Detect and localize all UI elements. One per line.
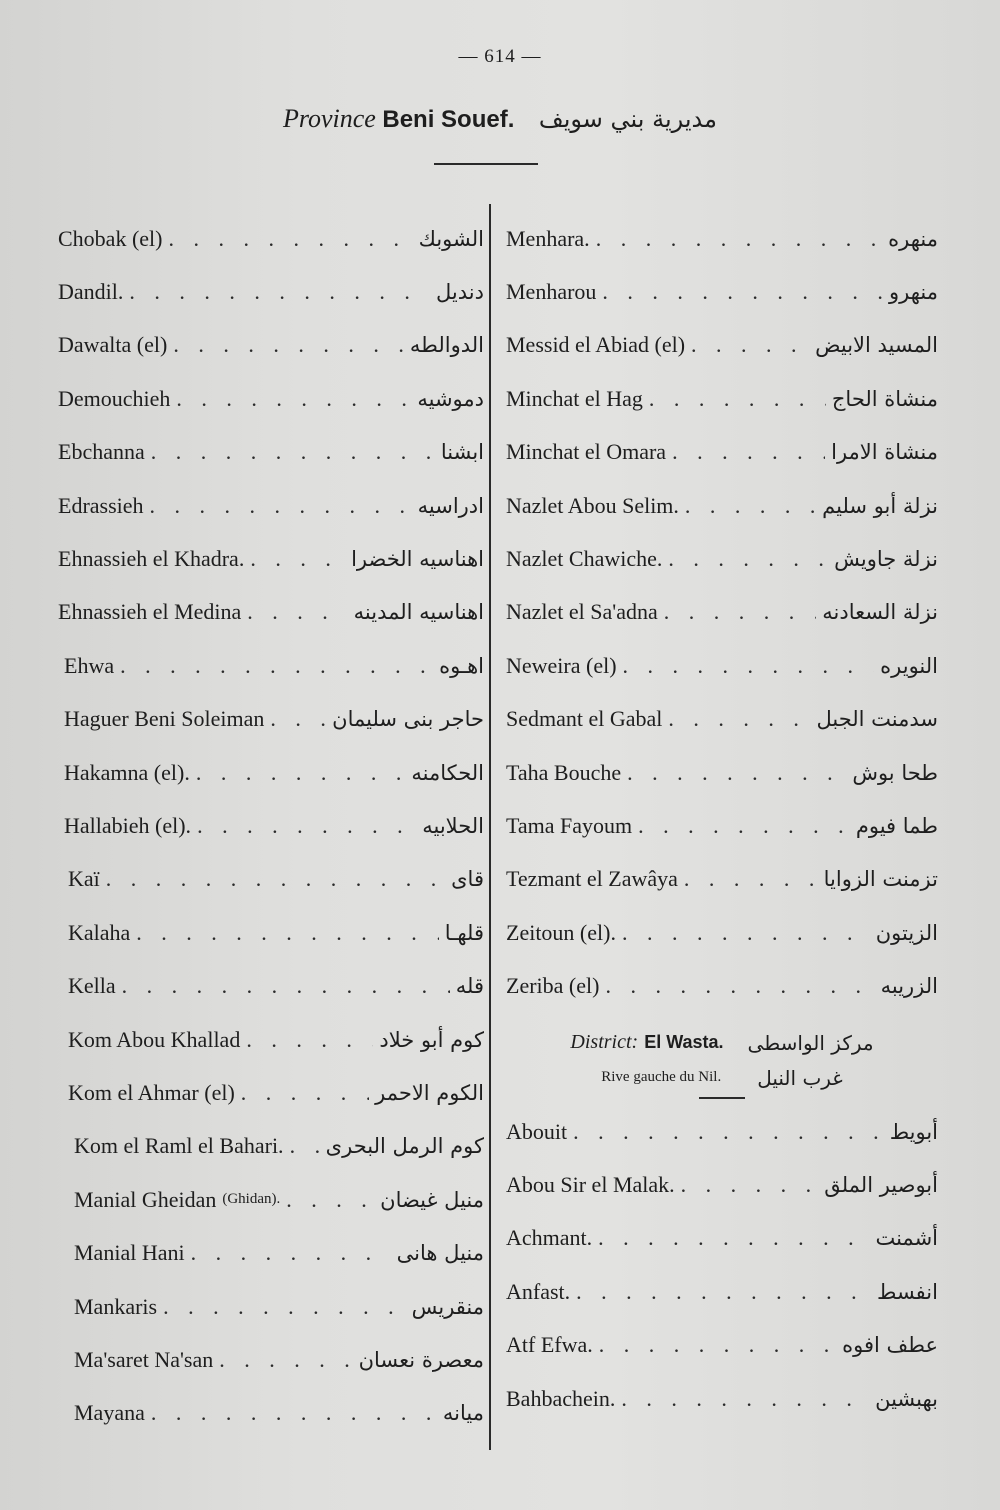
entry-latin-name: Zeitoun (el). — [506, 919, 616, 945]
index-entry — [58, 532, 484, 585]
dot-leader — [649, 386, 826, 412]
entry-arabic-name: الدوالطه — [409, 333, 484, 358]
dot-leader — [599, 1332, 836, 1358]
entry-latin-name: Dandil. — [58, 279, 124, 305]
dot-leader — [129, 279, 430, 305]
dot-leader — [196, 760, 406, 786]
entry-latin-name: Menharou — [506, 279, 597, 305]
entry-arabic-name: نزلة جاويش — [834, 547, 938, 572]
index-entry — [58, 799, 484, 852]
index-entry — [58, 693, 484, 746]
dot-leader — [270, 706, 326, 732]
index-entry — [506, 1265, 938, 1318]
index-entry — [58, 1173, 484, 1226]
entry-arabic-name: نزلة السعادنه — [822, 600, 938, 625]
entry-latin-name: Nazlet Chawiche. — [506, 546, 663, 572]
entry-latin-note: (Ghidan). — [222, 1191, 281, 1208]
index-entry — [58, 265, 484, 318]
province-arabic: مديرية بني سويف — [538, 105, 718, 133]
entry-arabic-name: طحا بوش — [852, 760, 938, 785]
district-heading — [506, 1025, 938, 1061]
entry-latin-name: Menhara. — [506, 225, 590, 251]
dot-leader — [246, 1027, 373, 1053]
index-entry — [58, 319, 484, 372]
entry-arabic-name: منهره — [888, 226, 938, 251]
entry-arabic-name: اهناسيه الخضرا — [351, 547, 484, 572]
entry-arabic-name: معصرة نعسان — [358, 1347, 484, 1372]
entry-arabic-name: المسيد الابيض — [815, 333, 938, 358]
entry-arabic-name: منقريس — [411, 1294, 484, 1319]
dot-leader — [168, 226, 412, 252]
entry-arabic-name: ميانه — [442, 1401, 484, 1426]
entry-latin-name: Atf Efwa. — [506, 1332, 593, 1358]
district-sub-arabic: غرب النيل — [757, 1065, 843, 1090]
entry-latin-name: Ehnassieh el Khadra. — [58, 546, 245, 572]
index-entry — [58, 639, 484, 692]
index-entry — [58, 479, 484, 532]
index-entry — [58, 959, 484, 1012]
dot-leader — [250, 546, 345, 572]
index-entry — [506, 746, 938, 799]
entry-latin-name: Achmant. — [506, 1225, 593, 1251]
entry-latin-name: Haguer Beni Soleiman — [64, 706, 265, 732]
dot-leader — [664, 599, 817, 625]
province-label: Province — [282, 104, 376, 133]
dot-leader — [219, 1347, 352, 1373]
entry-arabic-name: النويره — [880, 653, 938, 678]
dot-leader — [191, 1240, 391, 1266]
index-entry — [506, 693, 938, 746]
entry-arabic-name: الكوم الاحمر — [375, 1080, 484, 1105]
entry-arabic-name: منيل هانى — [396, 1241, 484, 1266]
entry-latin-name: Manial Hani — [74, 1240, 185, 1266]
entry-arabic-name: كوم الرمل البحرى — [325, 1134, 484, 1159]
dot-leader — [163, 1294, 405, 1320]
entry-arabic-name: أبويط — [889, 1119, 938, 1144]
entry-latin-name: Kella — [68, 973, 116, 999]
index-entry — [506, 906, 938, 959]
entry-arabic-name: اهناسيه المدينه — [353, 600, 484, 625]
dot-leader — [668, 546, 828, 572]
dot-leader — [176, 386, 411, 412]
entry-latin-name: Kom Abou Khallad — [68, 1026, 241, 1052]
district-entries — [506, 1105, 938, 1425]
dot-leader — [136, 920, 438, 946]
index-entry — [58, 426, 484, 479]
index-entry — [506, 372, 938, 425]
entry-arabic-name: كوم أبو خلاد — [379, 1027, 484, 1052]
right-column-entries — [506, 212, 938, 1013]
dot-leader — [691, 332, 809, 358]
index-entry — [506, 639, 938, 692]
index-entry — [58, 906, 484, 959]
dot-leader — [685, 493, 816, 519]
index-entry — [506, 212, 938, 265]
index-entry — [58, 1120, 484, 1173]
dot-leader — [596, 226, 882, 252]
entry-latin-name: Nazlet el Sa'adna — [506, 599, 658, 625]
entry-arabic-name: ابشنا — [440, 440, 484, 465]
dot-leader — [638, 813, 850, 839]
entry-latin-name: Hakamna (el). — [64, 759, 190, 785]
index-entry — [506, 479, 938, 532]
entry-arabic-name: الزيتون — [875, 920, 938, 945]
dot-leader — [106, 866, 445, 892]
dot-leader — [602, 279, 883, 305]
index-entry — [506, 586, 938, 639]
dot-leader — [668, 706, 810, 732]
index-entry — [58, 1066, 484, 1119]
entry-arabic-name: عطف افوه — [842, 1333, 938, 1358]
dot-leader — [247, 599, 347, 625]
index-entry — [506, 1318, 938, 1371]
district-arabic: مركز الواسطى — [747, 1030, 874, 1055]
entry-latin-name: Manial Gheidan — [74, 1186, 217, 1212]
entry-arabic-name: حاجر بنى سليمان — [332, 707, 484, 732]
dot-leader — [151, 1400, 437, 1426]
dot-leader — [122, 973, 450, 999]
index-entry — [58, 1013, 484, 1066]
entry-latin-name: Nazlet Abou Selim. — [506, 492, 679, 518]
entry-arabic-name: نزلة أبو سليم — [822, 493, 938, 518]
entry-arabic-name: منيل غيضان — [380, 1187, 484, 1212]
column-divider — [489, 204, 491, 1450]
entry-latin-name: Sedmant el Gabal — [506, 706, 663, 732]
entry-arabic-name: منشاة الامرا — [831, 440, 938, 465]
entry-latin-name: Minchat el Omara — [506, 439, 667, 465]
entry-latin-name: Dawalta (el) — [58, 332, 168, 358]
dot-leader — [151, 439, 435, 465]
entry-arabic-name: منهرو — [889, 280, 938, 305]
left-column — [58, 212, 484, 1440]
entry-arabic-name: الحكامنه — [411, 760, 484, 785]
dot-leader — [173, 332, 404, 358]
entry-arabic-name: انفسط — [877, 1279, 938, 1304]
entry-arabic-name: الحلابيه — [422, 813, 484, 838]
district-subheading — [506, 1061, 938, 1095]
entry-latin-name: Kom el Raml el Bahari. — [74, 1133, 284, 1159]
entry-arabic-name: قاى — [451, 867, 484, 892]
entry-latin-name: Ehwa — [64, 652, 115, 678]
entry-latin-name: Kalaha — [68, 919, 131, 945]
dot-leader — [627, 760, 846, 786]
dot-leader — [605, 973, 874, 999]
page-title — [0, 104, 1000, 134]
entry-arabic-name: منشاة الحاج — [831, 386, 938, 411]
entry-latin-name: Demouchieh — [58, 385, 171, 411]
entry-arabic-name: طما فيوم — [855, 813, 938, 838]
index-entry — [58, 853, 484, 906]
entry-arabic-name: قلهـا — [444, 920, 484, 945]
dot-leader — [120, 653, 433, 679]
entry-arabic-name: سدمنت الجبل — [816, 707, 938, 732]
entry-arabic-name: الزريبه — [880, 974, 938, 999]
entry-latin-name: Abouit — [506, 1118, 568, 1144]
page-number: — 614 — — [458, 46, 542, 67]
dot-leader — [290, 1133, 320, 1159]
dot-leader — [150, 493, 412, 519]
dot-leader — [197, 813, 416, 839]
index-entry — [506, 265, 938, 318]
province-name: Beni Souef. — [382, 106, 515, 133]
entry-latin-name: Edrassieh — [58, 492, 144, 518]
entry-latin-name: Zeriba (el) — [506, 973, 600, 999]
index-entry — [506, 319, 938, 372]
index-entry — [506, 799, 938, 852]
entry-arabic-name: أشمنت — [875, 1226, 938, 1251]
index-entry — [506, 1105, 938, 1158]
entry-arabic-name: تزمنت الزوايا — [823, 867, 938, 892]
dot-leader — [623, 653, 875, 679]
index-entry — [58, 212, 484, 265]
district-rule — [699, 1097, 745, 1099]
entry-latin-name: Ehnassieh el Medina — [58, 599, 242, 625]
entry-latin-name: Kaï — [68, 866, 100, 892]
entry-latin-name: Bahbachein. — [506, 1385, 616, 1411]
entry-latin-name: Abou Sir el Malak. — [506, 1171, 675, 1197]
entry-latin-name: Anfast. — [506, 1278, 571, 1304]
entry-latin-name: Minchat el Hag — [506, 385, 643, 411]
entry-latin-name: Neweira (el) — [506, 652, 617, 678]
dot-leader — [622, 920, 870, 946]
dot-leader — [684, 866, 818, 892]
entry-arabic-name: أبوصير الملق — [824, 1172, 938, 1197]
entry-latin-name: Ebchanna — [58, 439, 145, 465]
dot-leader — [573, 1119, 884, 1145]
index-entry — [58, 372, 484, 425]
district-name: El Wasta. — [644, 1032, 724, 1053]
index-entry — [506, 426, 938, 479]
entry-arabic-name: دنديل — [436, 280, 484, 305]
entry-latin-name: Mayana — [74, 1400, 145, 1426]
entry-arabic-name: بهبشين — [875, 1386, 938, 1411]
index-entry — [58, 1333, 484, 1386]
index-entry — [506, 1372, 938, 1425]
dot-leader — [241, 1080, 369, 1106]
index-entry — [506, 1212, 938, 1265]
right-column — [506, 212, 938, 1425]
dot-leader — [286, 1187, 374, 1213]
index-entry — [506, 1158, 938, 1211]
index-entry — [506, 853, 938, 906]
entry-latin-name: Kom el Ahmar (el) — [68, 1079, 235, 1105]
entry-arabic-name: قله — [455, 974, 484, 999]
entry-arabic-name: ادراسيه — [417, 493, 484, 518]
index-entry — [506, 532, 938, 585]
title-rule — [434, 163, 538, 165]
entry-latin-name: Tezmant el Zawâya — [506, 866, 678, 892]
dot-leader — [681, 1172, 819, 1198]
entry-latin-name: Taha Bouche — [506, 759, 622, 785]
index-entry — [58, 746, 484, 799]
entry-arabic-name: الشوبك — [418, 226, 484, 251]
index-entry — [58, 1226, 484, 1279]
entry-latin-name: Messid el Abiad (el) — [506, 332, 686, 358]
entry-latin-name: Tama Fayoum — [506, 812, 633, 838]
entry-latin-name: Chobak (el) — [58, 225, 163, 251]
index-entry — [58, 1280, 484, 1333]
dot-leader — [621, 1386, 869, 1412]
entry-latin-name: Hallabieh (el). — [64, 812, 192, 838]
entry-arabic-name: اهـوه — [439, 653, 484, 678]
index-entry — [58, 586, 484, 639]
index-entry — [58, 1387, 484, 1440]
dot-leader — [672, 439, 825, 465]
district-label: District: — [570, 1031, 639, 1054]
district-sub-label: Rive gauche du Nil. — [601, 1069, 722, 1086]
entry-latin-name: Ma'saret Na'san — [74, 1346, 214, 1372]
dot-leader — [576, 1279, 871, 1305]
dot-leader — [598, 1225, 869, 1251]
entry-latin-name: Mankaris — [74, 1293, 158, 1319]
index-entry — [506, 959, 938, 1012]
entry-arabic-name: دموشيه — [417, 386, 484, 411]
